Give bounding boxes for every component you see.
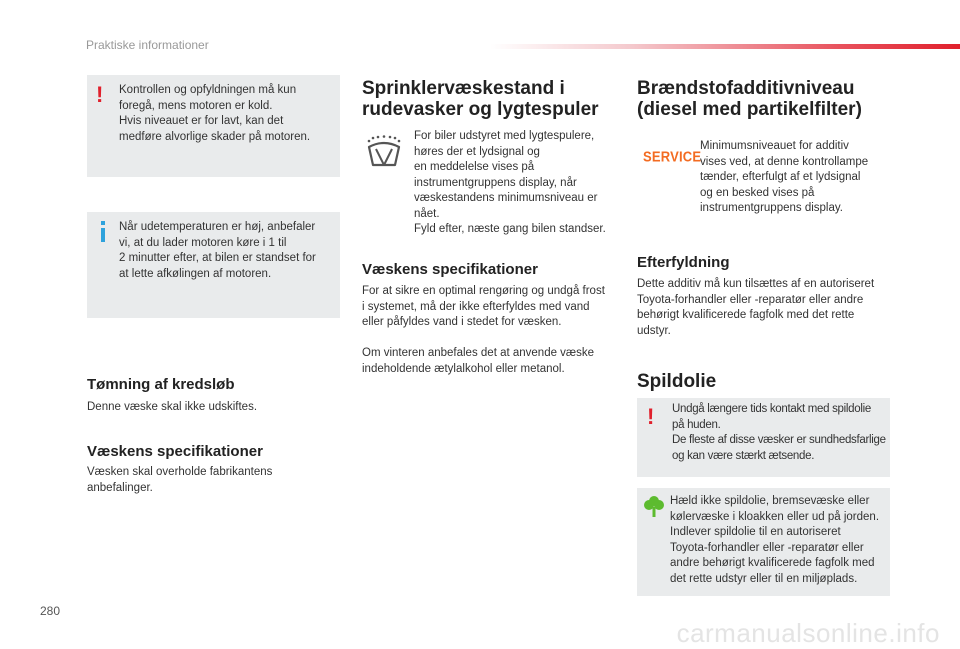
environment-box [637, 488, 890, 596]
washer-spec-line: indeholdende ætylalkohol eller metanol. [362, 362, 565, 375]
watermark: carmanualsonline.info [676, 618, 940, 648]
washer-spec-line: i systemet, må der ikke efterfyldes med vand [362, 300, 590, 313]
warning-line: Kontrollen og opfyldningen må kun [119, 84, 297, 96]
service-warning-icon: SERVICE [643, 147, 702, 166]
environment-line: andre behørigt kvalificerede fagfolk med [670, 557, 875, 569]
refill-heading: Efterfyldning [637, 254, 730, 271]
washer-intro-line: høres der et lydsignal og [414, 145, 540, 158]
washer-section-title: Sprinklervæskestand i [362, 78, 565, 99]
info-line: vi, at du lader motoren køre i 1 til [119, 236, 287, 249]
environment-line: Toyota-forhandler eller -reparatør eller [670, 541, 864, 554]
waste-oil-heading: Spildolie [637, 371, 717, 392]
drain-heading: Tømning af kredsløb [87, 376, 235, 393]
running-header: Praktiske informationer [86, 38, 209, 52]
service-line: tænder, efterfulgt af et lydsignal [700, 171, 861, 183]
waste-warning-line: De fleste af disse væsker er sundhedsfarlige [672, 434, 886, 446]
left-spec-heading: Væskens specifikationer [87, 443, 263, 460]
waste-oil-warning-box [637, 398, 890, 477]
refill-line: Dette additiv må kun tilsættes af en autoriseret [637, 278, 875, 290]
info-line: Når udetemperaturen er høj, anbefaler [119, 221, 316, 233]
environment-line: Hæld ikke spildolie, bremsevæske eller [670, 495, 870, 507]
refill-line: behørigt kvalificerede fagfolk med det rette [637, 309, 855, 321]
washer-intro-line: For biler udstyret med lygtespulere, [414, 130, 595, 142]
left-spec-line: Væsken skal overholde fabrikantens [87, 466, 273, 478]
info-line: 2 minutter efter, at bilen er standset for [119, 252, 316, 264]
additive-section-title: Brændstofadditivniveau [637, 78, 855, 99]
washer-intro-line: nået. [414, 207, 440, 220]
environment-line: kølervæske i kloakken eller ud på jorden. [670, 510, 880, 523]
environment-line: det rette udstyr eller til en miljøplads. [670, 572, 858, 585]
washer-intro-line: Fyld efter, næste gang bilen standser. [414, 223, 606, 235]
windscreen-washer-icon [365, 135, 403, 169]
drain-text: Denne væske skal ikke udskiftes. [87, 401, 258, 413]
environment-line: Indlever spildolie til en autoriseret [670, 526, 841, 538]
warning-line: foregå, mens motoren er kold. [119, 99, 273, 112]
washer-spec-line: eller påfyldes vand i stedet for væsken. [362, 316, 562, 328]
washer-section-title: rudevasker og lygtespuler [362, 99, 599, 120]
warning-line: medføre alvorlige skader på motoren. [119, 130, 311, 143]
service-line: Minimumsniveauet for additiv [700, 140, 849, 152]
washer-intro-line: væskestandens minimumsniveau er [414, 192, 598, 204]
warning-line: Hvis niveauet er for lavt, kan det [119, 115, 284, 127]
washer-spec-heading: Væskens specifikationer [362, 261, 538, 278]
info-line: at lette afkølingen af motoren. [119, 267, 272, 280]
header-rule [490, 44, 960, 49]
service-line: instrumentgruppens display. [700, 202, 843, 214]
left-spec-line: anbefalinger. [87, 481, 153, 494]
info-i-icon [100, 221, 106, 245]
warning-box [87, 75, 340, 177]
warning-exclamation-icon: ! [96, 82, 104, 107]
washer-intro-line: instrumentgruppens display, når [414, 176, 577, 189]
service-line: vises ved, at denne kontrollampe [700, 155, 869, 168]
additive-section-title: (diesel med partikelfilter) [637, 99, 862, 120]
warning-exclamation-icon: ! [647, 404, 655, 429]
waste-warning-line: og kan være stærkt ætsende. [672, 449, 815, 462]
washer-spec-line: Om vinteren anbefales det at anvende væske [362, 347, 595, 359]
washer-spec-line: For at sikre en optimal rengøring og undgå frost [362, 285, 605, 297]
refill-line: Toyota-forhandler eller -reparatør eller andre [637, 293, 864, 306]
washer-intro-line: en meddelelse vises på [414, 161, 535, 173]
refill-line: udstyr. [637, 324, 671, 337]
info-box [87, 212, 340, 318]
waste-warning-line: på huden. [672, 418, 721, 431]
service-line: og en besked vises på [700, 186, 815, 199]
waste-warning-line: Undgå længere tids kontakt med spildolie [672, 403, 871, 415]
page-number: 280 [40, 604, 61, 618]
environment-tree-icon [643, 495, 665, 517]
